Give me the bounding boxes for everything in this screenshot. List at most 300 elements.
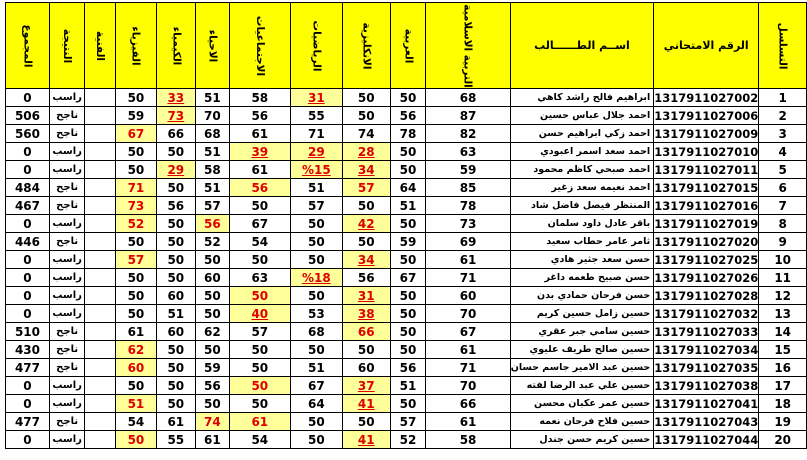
cell-art	[85, 323, 116, 341]
cell-islamic: 71	[426, 269, 510, 287]
cell-physics: 50	[116, 377, 156, 395]
cell-name: احمد نعيمه سعد زغير	[510, 179, 653, 197]
cell-exam-no: 1317911027038	[654, 378, 759, 393]
cell-social: 58	[229, 89, 290, 107]
cell-name: حسين عبد الامير جاسم حسان	[510, 359, 653, 377]
cell-english: 41	[342, 395, 390, 413]
cell-english: 56	[342, 269, 390, 287]
cell-result: ناجح	[49, 341, 84, 359]
cell-english: 66	[342, 323, 390, 341]
cell-total: 506	[6, 107, 50, 125]
cell-art	[85, 431, 116, 449]
cell-social: 61	[229, 413, 290, 431]
cell-biology: 60	[196, 269, 230, 287]
cell-arabic: 78	[390, 125, 426, 143]
cell-english: 50	[342, 413, 390, 431]
cell-arabic: 56	[390, 107, 426, 125]
cell-result: راسب	[49, 143, 84, 161]
cell-english: 37	[342, 377, 390, 395]
cell-social: 50	[229, 197, 290, 215]
results-sheet	[5, 2, 807, 449]
cell-physics: 50	[116, 287, 156, 305]
cell-total: 477	[6, 359, 50, 377]
cell-math: 50	[290, 251, 342, 269]
cell-result: راسب	[49, 251, 84, 269]
cell-result: راسب	[49, 161, 84, 179]
cell-name: باقر عادل داود سلمان	[510, 215, 653, 233]
cell-exam-no: 1317911027020	[654, 234, 759, 249]
header-english: الانكليزية	[342, 3, 390, 89]
cell-arabic: 52	[390, 431, 426, 449]
cell-result: راسب	[49, 215, 84, 233]
cell-biology: 58	[196, 161, 230, 179]
cell-english: 57	[342, 179, 390, 197]
cell-biology: 70	[196, 107, 230, 125]
cell-result: راسب	[49, 377, 84, 395]
cell-islamic: 73	[426, 215, 510, 233]
cell-arabic: 50	[390, 323, 426, 341]
cell-islamic: 82	[426, 125, 510, 143]
cell-arabic: 51	[390, 377, 426, 395]
cell-total: 430	[6, 341, 50, 359]
cell-total: 0	[6, 251, 50, 269]
cell-english: 50	[342, 233, 390, 251]
cell-art	[85, 197, 116, 215]
cell-physics: 71	[116, 179, 156, 197]
cell-arabic: 56	[390, 359, 426, 377]
cell-name: حسن فرحان حمادي بدن	[510, 287, 653, 305]
cell-physics: 50	[116, 89, 156, 107]
header-math: الرياضيات	[290, 3, 342, 89]
table-row	[6, 269, 807, 287]
cell-name: حسن سعد جثير هادي	[510, 251, 653, 269]
table-row	[6, 143, 807, 161]
cell-chemistry: 50	[156, 359, 196, 377]
cell-total: 0	[6, 287, 50, 305]
cell-name: حسين زامل حسين كريم	[510, 305, 653, 323]
cell-art	[85, 287, 116, 305]
table-body	[6, 89, 807, 449]
cell-islamic: 61	[426, 413, 510, 431]
cell-arabic: 64	[390, 179, 426, 197]
cell-social: 50	[229, 251, 290, 269]
cell-english: 50	[342, 197, 390, 215]
cell-total: 0	[6, 305, 50, 323]
cell-biology: 50	[196, 287, 230, 305]
cell-physics: 67	[116, 125, 156, 143]
cell-biology: 56	[196, 377, 230, 395]
cell-biology: 56	[196, 215, 230, 233]
cell-islamic: 70	[426, 377, 510, 395]
cell-exam-no: 1317911027028	[654, 288, 759, 303]
cell-math: 50	[290, 215, 342, 233]
header-row	[6, 3, 807, 89]
cell-seq: 16	[759, 359, 807, 377]
cell-islamic: 69	[426, 233, 510, 251]
cell-chemistry: 50	[156, 377, 196, 395]
cell-exam-no: 1317911027009	[654, 126, 759, 141]
cell-seq: 12	[759, 287, 807, 305]
table-row	[6, 341, 807, 359]
table-row	[6, 251, 807, 269]
cell-seq: 9	[759, 233, 807, 251]
cell-result: راسب	[49, 395, 84, 413]
cell-seq: 5	[759, 161, 807, 179]
cell-math: 31	[290, 89, 342, 107]
cell-math: 50	[290, 287, 342, 305]
cell-exam-no: 1317911027019	[654, 216, 759, 231]
cell-islamic: 63	[426, 143, 510, 161]
cell-math: 50	[290, 341, 342, 359]
cell-english: 60	[342, 359, 390, 377]
cell-art	[85, 413, 116, 431]
header-islamic: التربية الاسلامية	[426, 3, 510, 89]
cell-name: حسين عمر عكبان محسن	[510, 395, 653, 413]
cell-islamic: 87	[426, 107, 510, 125]
cell-chemistry: 55	[156, 431, 196, 449]
cell-total: 0	[6, 395, 50, 413]
cell-math: 53	[290, 305, 342, 323]
table-row	[6, 89, 807, 107]
cell-total: 446	[6, 233, 50, 251]
table-row	[6, 233, 807, 251]
cell-biology: 51	[196, 143, 230, 161]
cell-chemistry: 50	[156, 233, 196, 251]
cell-islamic: 60	[426, 287, 510, 305]
table-row	[6, 359, 807, 377]
cell-result: ناجح	[49, 179, 84, 197]
cell-art	[85, 125, 116, 143]
cell-biology: 57	[196, 197, 230, 215]
cell-social: 50	[229, 341, 290, 359]
cell-seq: 14	[759, 323, 807, 341]
cell-total: 0	[6, 431, 50, 449]
cell-arabic: 50	[390, 305, 426, 323]
header-chemistry: الكيمياء	[156, 3, 196, 89]
cell-art	[85, 233, 116, 251]
cell-math: 57	[290, 197, 342, 215]
cell-social: 61	[229, 161, 290, 179]
cell-arabic: 50	[390, 341, 426, 359]
cell-seq: 8	[759, 215, 807, 233]
cell-name: ثامر عامر حطاب سعيد	[510, 233, 653, 251]
header-result: النتيجة	[49, 3, 84, 89]
cell-result: ناجح	[49, 413, 84, 431]
cell-social: 54	[229, 233, 290, 251]
cell-chemistry: 60	[156, 287, 196, 305]
cell-social: 63	[229, 269, 290, 287]
header-arabic: العربية	[390, 3, 426, 89]
cell-english: 74	[342, 125, 390, 143]
cell-art	[85, 305, 116, 323]
cell-english: 31	[342, 287, 390, 305]
cell-total: 0	[6, 143, 50, 161]
cell-exam-no: 1317911027043	[654, 414, 759, 429]
cell-total: 0	[6, 377, 50, 395]
cell-name: احمد صبحي كاظم محمود	[510, 161, 653, 179]
cell-arabic: 59	[390, 233, 426, 251]
cell-english: 50	[342, 89, 390, 107]
cell-physics: 51	[116, 395, 156, 413]
cell-arabic: 50	[390, 395, 426, 413]
cell-arabic: 50	[390, 161, 426, 179]
cell-islamic: 71	[426, 359, 510, 377]
cell-seq: 2	[759, 107, 807, 125]
cell-math: 68	[290, 323, 342, 341]
cell-exam-no: 1317911027033	[654, 324, 759, 339]
cell-math: 50	[290, 431, 342, 449]
cell-biology: 50	[196, 305, 230, 323]
cell-result: راسب	[49, 287, 84, 305]
cell-physics: 50	[116, 161, 156, 179]
cell-math: 50	[290, 233, 342, 251]
header-total: المجموع	[6, 3, 50, 89]
cell-exam-no: 1317911027015	[654, 180, 759, 195]
cell-exam-no: 1317911027016	[654, 198, 759, 213]
cell-chemistry: 51	[156, 305, 196, 323]
cell-biology: 50	[196, 395, 230, 413]
cell-math: 50	[290, 413, 342, 431]
cell-total: 0	[6, 89, 50, 107]
cell-math: 51	[290, 359, 342, 377]
cell-english: 41	[342, 431, 390, 449]
cell-social: 56	[229, 179, 290, 197]
cell-math: 71	[290, 125, 342, 143]
cell-biology: 61	[196, 431, 230, 449]
cell-social: 50	[229, 359, 290, 377]
cell-physics: 50	[116, 233, 156, 251]
cell-exam-no: 1317911027010	[654, 144, 759, 159]
cell-islamic: 70	[426, 305, 510, 323]
cell-arabic: 50	[390, 251, 426, 269]
cell-biology: 50	[196, 341, 230, 359]
cell-social: 54	[229, 431, 290, 449]
cell-physics: 59	[116, 107, 156, 125]
cell-result: ناجح	[49, 197, 84, 215]
cell-result: راسب	[49, 431, 84, 449]
table-row	[6, 305, 807, 323]
cell-chemistry: 50	[156, 143, 196, 161]
table-row	[6, 107, 807, 125]
cell-exam-no: 1317911027041	[654, 396, 759, 411]
cell-social: 57	[229, 323, 290, 341]
cell-chemistry: 29	[156, 161, 196, 179]
cell-english: 34	[342, 161, 390, 179]
cell-result: ناجح	[49, 359, 84, 377]
cell-exam-no: 1317911027032	[654, 306, 759, 321]
cell-islamic: 78	[426, 197, 510, 215]
cell-name: حسين فلاح فرحان نعمه	[510, 413, 653, 431]
cell-seq: 17	[759, 377, 807, 395]
cell-math: %18	[290, 269, 342, 287]
cell-seq: 18	[759, 395, 807, 413]
cell-biology: 51	[196, 179, 230, 197]
cell-social: 56	[229, 107, 290, 125]
cell-seq: 4	[759, 143, 807, 161]
header-exam-no: الرقم الامتحاني	[654, 3, 759, 89]
cell-exam-no: 1317911027011	[654, 162, 759, 177]
cell-physics: 52	[116, 215, 156, 233]
cell-biology: 51	[196, 89, 230, 107]
cell-social: 61	[229, 125, 290, 143]
cell-islamic: 66	[426, 395, 510, 413]
cell-english: 42	[342, 215, 390, 233]
cell-seq: 15	[759, 341, 807, 359]
cell-exam-no: 1317911027002	[654, 90, 759, 105]
cell-chemistry: 73	[156, 107, 196, 125]
cell-social: 67	[229, 215, 290, 233]
cell-islamic: 85	[426, 179, 510, 197]
cell-name: حسين سامي جبر عقري	[510, 323, 653, 341]
cell-social: 50	[229, 287, 290, 305]
cell-exam-no: 1317911027025	[654, 252, 759, 267]
header-physics: الفيزياء	[116, 3, 156, 89]
cell-total: 0	[6, 269, 50, 287]
cell-seq: 11	[759, 269, 807, 287]
table-row	[6, 395, 807, 413]
cell-result: راسب	[49, 89, 84, 107]
table-row	[6, 161, 807, 179]
cell-art	[85, 215, 116, 233]
cell-math: %15	[290, 161, 342, 179]
cell-seq: 13	[759, 305, 807, 323]
cell-seq: 1	[759, 89, 807, 107]
cell-total: 560	[6, 125, 50, 143]
table-row	[6, 287, 807, 305]
cell-islamic: 68	[426, 89, 510, 107]
header-art: الفنية	[85, 3, 116, 89]
cell-islamic: 61	[426, 251, 510, 269]
cell-arabic: 51	[390, 197, 426, 215]
cell-islamic: 61	[426, 341, 510, 359]
cell-seq: 19	[759, 413, 807, 431]
cell-chemistry: 50	[156, 251, 196, 269]
table-row	[6, 197, 807, 215]
cell-physics: 60	[116, 359, 156, 377]
cell-chemistry: 61	[156, 413, 196, 431]
cell-exam-no: 1317911027026	[654, 270, 759, 285]
cell-social: 39	[229, 143, 290, 161]
cell-islamic: 67	[426, 323, 510, 341]
cell-name: حسن صبيح طعمه داغر	[510, 269, 653, 287]
cell-art	[85, 395, 116, 413]
cell-english: 50	[342, 107, 390, 125]
cell-name: حسين كريم حسن جندل	[510, 431, 653, 449]
cell-art	[85, 341, 116, 359]
cell-islamic: 59	[426, 161, 510, 179]
cell-math: 51	[290, 179, 342, 197]
cell-name: احمد سعد اسمر اعبودي	[510, 143, 653, 161]
cell-physics: 50	[116, 305, 156, 323]
cell-biology: 74	[196, 413, 230, 431]
cell-art	[85, 269, 116, 287]
cell-name: احمد جلال عباس حسين	[510, 107, 653, 125]
cell-art	[85, 107, 116, 125]
table-row	[6, 413, 807, 431]
cell-result: ناجح	[49, 323, 84, 341]
cell-biology: 62	[196, 323, 230, 341]
cell-art	[85, 251, 116, 269]
cell-chemistry: 60	[156, 323, 196, 341]
header-biology: الاحياء	[196, 3, 230, 89]
cell-result: راسب	[49, 269, 84, 287]
cell-physics: 62	[116, 341, 156, 359]
cell-seq: 6	[759, 179, 807, 197]
table-row	[6, 323, 807, 341]
cell-english: 34	[342, 251, 390, 269]
table-row	[6, 377, 807, 395]
cell-name: المنتظر فيصل فاضل شاد	[510, 197, 653, 215]
table-row	[6, 215, 807, 233]
cell-biology: 59	[196, 359, 230, 377]
cell-art	[85, 161, 116, 179]
cell-physics: 50	[116, 431, 156, 449]
table-row	[6, 125, 807, 143]
cell-arabic: 50	[390, 143, 426, 161]
cell-physics: 57	[116, 251, 156, 269]
cell-result: ناجح	[49, 107, 84, 125]
cell-name: حسين علي عبد الرضا لفته	[510, 377, 653, 395]
cell-arabic: 50	[390, 89, 426, 107]
cell-chemistry: 66	[156, 125, 196, 143]
table-row	[6, 179, 807, 197]
cell-physics: 61	[116, 323, 156, 341]
cell-total: 0	[6, 161, 50, 179]
cell-name: ابراهيم فالح راشد كاهي	[510, 89, 653, 107]
cell-biology: 50	[196, 251, 230, 269]
cell-seq: 3	[759, 125, 807, 143]
header-name: اســم الطــــــالب	[510, 3, 653, 89]
cell-biology: 68	[196, 125, 230, 143]
cell-chemistry: 56	[156, 197, 196, 215]
cell-math: 29	[290, 143, 342, 161]
cell-chemistry: 50	[156, 395, 196, 413]
cell-english: 28	[342, 143, 390, 161]
cell-math: 67	[290, 377, 342, 395]
cell-math: 64	[290, 395, 342, 413]
cell-total: 510	[6, 323, 50, 341]
cell-result: ناجح	[49, 125, 84, 143]
cell-biology: 52	[196, 233, 230, 251]
cell-total: 477	[6, 413, 50, 431]
cell-physics: 50	[116, 143, 156, 161]
cell-art	[85, 377, 116, 395]
cell-english: 50	[342, 341, 390, 359]
cell-seq: 10	[759, 251, 807, 269]
cell-exam-no: 1317911027035	[654, 360, 759, 375]
cell-math: 55	[290, 107, 342, 125]
cell-total: 0	[6, 215, 50, 233]
cell-arabic: 67	[390, 269, 426, 287]
cell-art	[85, 359, 116, 377]
cell-chemistry: 50	[156, 179, 196, 197]
header-seq: التسلسل	[759, 3, 807, 89]
cell-physics: 50	[116, 269, 156, 287]
table-row	[6, 431, 807, 449]
cell-social: 50	[229, 395, 290, 413]
cell-seq: 20	[759, 431, 807, 449]
cell-exam-no: 1317911027006	[654, 108, 759, 123]
cell-islamic: 58	[426, 431, 510, 449]
cell-english: 38	[342, 305, 390, 323]
cell-result: ناجح	[49, 233, 84, 251]
cell-name: حسين صالح طريف عليوي	[510, 341, 653, 359]
cell-arabic: 50	[390, 215, 426, 233]
cell-arabic: 57	[390, 413, 426, 431]
cell-art	[85, 143, 116, 161]
cell-name: احمد زكي ابراهيم حسن	[510, 125, 653, 143]
cell-social: 50	[229, 377, 290, 395]
